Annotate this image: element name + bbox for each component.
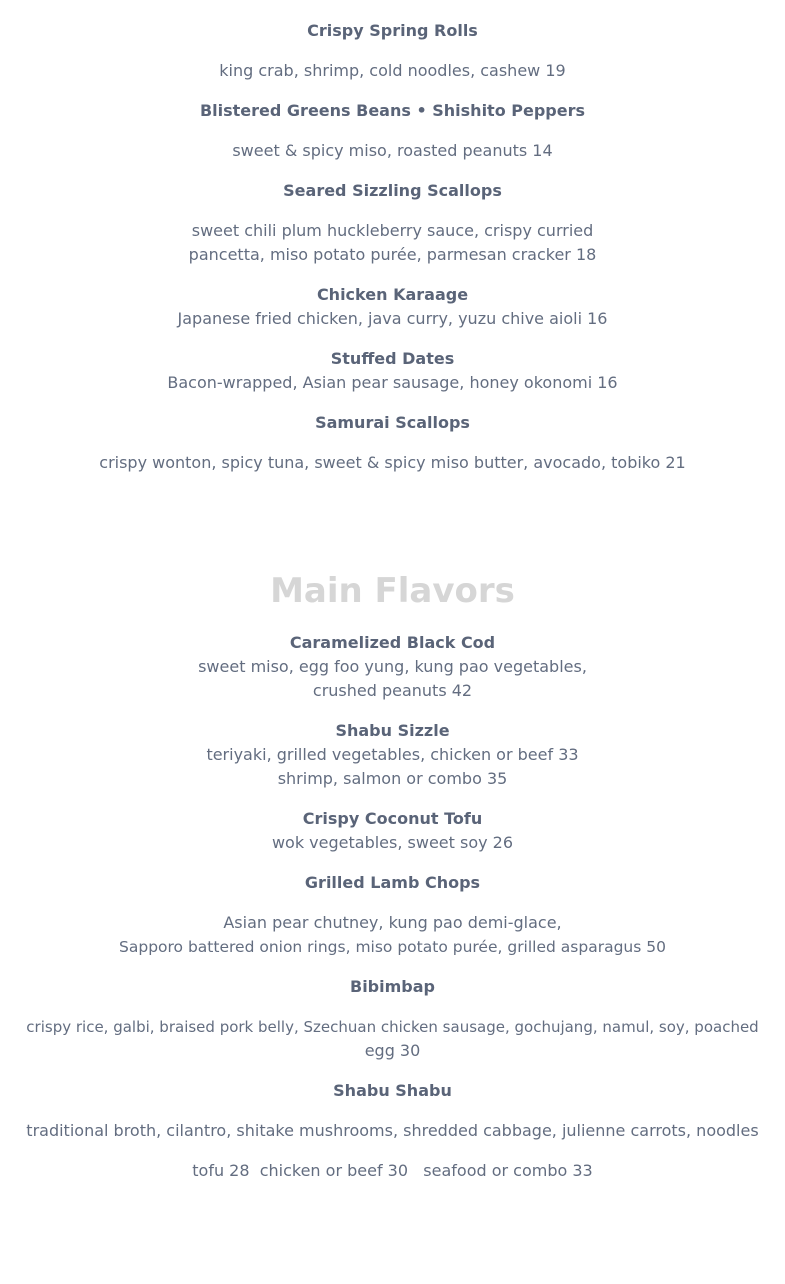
item-name-shabu-sizzle: Shabu Sizzle (335, 721, 450, 740)
item-desc-crispy-spring-rolls: king crab, shrimp, cold noodles, cashew 19 (219, 61, 566, 80)
item-desc-blistered-green-beans: sweet & spicy miso, roasted peanuts 14 (232, 141, 553, 160)
item-desc-crispy-coconut-tofu: wok vegetables, sweet soy 26 (271, 833, 514, 852)
item-name-samurai-scallops: Samurai Scallops (315, 413, 470, 432)
item-desc-shabu-sizzle-line2: shrimp, salmon or combo 35 (277, 769, 508, 788)
item-name-shabu-shabu: Shabu Shabu (333, 1081, 452, 1100)
item-name-seared-sizzling-scallops: Seared Sizzling Scallops (283, 181, 502, 200)
item-name-caramelized-black-cod: Caramelized Black Cod (289, 633, 496, 652)
item-desc-shabu-shabu-line1: traditional broth, cilantro, shitake mushrooms, shredded cabbage, julienne carrots, noodles (26, 1121, 759, 1140)
item-desc-seared-sizzling-scallops-line2: pancetta, miso potato purée, parmesan cracker 18 (188, 245, 597, 264)
item-desc-caramelized-black-cod-line2: crushed peanuts 42 (312, 681, 473, 700)
item-desc-bibimbap-line2: egg 30 (364, 1041, 421, 1060)
item-desc-seared-sizzling-scallops-line1: sweet chili plum huckleberry sauce, crispy curried (191, 221, 594, 240)
item-name-blistered-green-beans: Blistered Greens Beans • Shishito Peppers (199, 101, 586, 120)
item-desc-stuffed-dates: Bacon-wrapped, Asian pear sausage, honey okonomi 16 (167, 373, 618, 392)
section-title-main-flavors: Main Flavors (270, 571, 515, 611)
item-name-bibimbap: Bibimbap (350, 977, 435, 996)
item-desc-grilled-lamb-chops-line1: Asian pear chutney, kung pao demi-glace, (223, 913, 562, 932)
item-desc-shabu-sizzle-line1: teriyaki, grilled vegetables, chicken or beef 33 (206, 745, 579, 764)
item-name-crispy-coconut-tofu: Crispy Coconut Tofu (302, 809, 483, 828)
item-desc-grilled-lamb-chops-line2: Sapporo battered onion rings, miso potato purée, grilled asparagus 50 (119, 938, 666, 956)
item-desc-chicken-karaage: Japanese fried chicken, java curry, yuzu chive aioli 16 (177, 309, 608, 328)
item-name-crispy-spring-rolls: Crispy Spring Rolls (307, 21, 478, 40)
item-name-chicken-karaage: Chicken Karaage (316, 285, 469, 304)
item-desc-caramelized-black-cod-line1: sweet miso, egg foo yung, kung pao vegetables, (198, 657, 587, 676)
item-name-stuffed-dates: Stuffed Dates (330, 349, 455, 368)
item-desc-bibimbap-line1: crispy rice, galbi, braised pork belly, Szechuan chicken sausage, gochujang, namul, soy, poached (26, 1018, 759, 1036)
item-desc-shabu-shabu-line2: tofu 28 chicken or beef 30 seafood or combo 33 (192, 1161, 593, 1180)
item-desc-samurai-scallops: crispy wonton, spicy tuna, sweet & spicy miso butter, avocado, tobiko 21 (99, 453, 686, 472)
item-name-grilled-lamb-chops: Grilled Lamb Chops (304, 873, 481, 892)
